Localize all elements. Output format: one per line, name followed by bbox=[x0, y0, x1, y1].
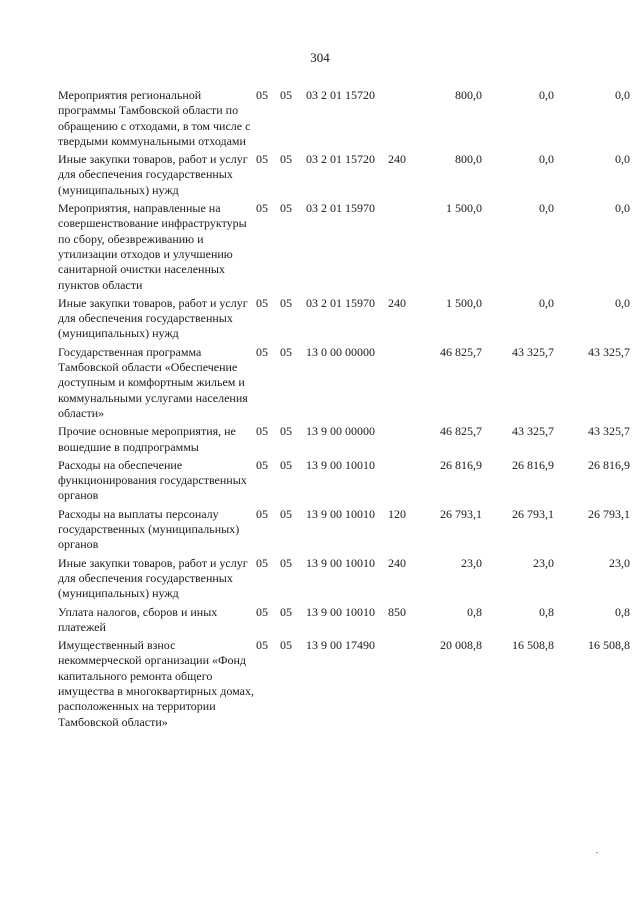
row-value-3: 16 508,8 bbox=[588, 638, 630, 653]
row-value-1: 46 825,7 bbox=[440, 424, 482, 439]
row-value-1: 1 500,0 bbox=[446, 295, 482, 310]
row-value-3: 0,0 bbox=[615, 152, 630, 167]
row-name: Государственная программа Тамбовской области «Обеспечение доступным и комфортным жильем и коммунальными услугами населения области» bbox=[58, 344, 248, 420]
row-value-2: 0,0 bbox=[539, 201, 554, 216]
table-row bbox=[58, 88, 630, 152]
row-expense-type bbox=[386, 458, 410, 507]
row-value-3: 26 793,1 bbox=[588, 506, 630, 521]
row-section: 05 bbox=[256, 424, 268, 439]
row-value-3: 43 325,7 bbox=[588, 344, 630, 359]
page-number: 304 bbox=[310, 50, 330, 65]
row-name: Расходы на обеспечение функционирования государственных органов bbox=[58, 457, 247, 503]
row-section: 05 bbox=[256, 506, 268, 521]
row-expense-type: 850 bbox=[388, 604, 406, 619]
row-value-2: 0,0 bbox=[539, 152, 554, 167]
row-section: 05 bbox=[256, 152, 268, 167]
row-expense-type bbox=[386, 345, 410, 424]
row-subsection: 05 bbox=[280, 604, 292, 619]
row-subsection: 05 bbox=[280, 506, 292, 521]
row-expense-type bbox=[386, 638, 410, 733]
row-target-code: 13 9 00 10010 bbox=[306, 457, 375, 472]
table-row bbox=[58, 424, 630, 458]
row-value-3: 26 816,9 bbox=[588, 457, 630, 472]
row-target-code: 03 2 01 15720 bbox=[306, 88, 375, 102]
row-name: Уплата налогов, сборов и иных платежей bbox=[58, 604, 218, 634]
scan-speck bbox=[596, 852, 598, 853]
row-value-2: 43 325,7 bbox=[512, 424, 554, 439]
row-value-1: 46 825,7 bbox=[440, 344, 482, 359]
row-expense-type: 120 bbox=[388, 506, 406, 521]
row-section: 05 bbox=[256, 604, 268, 619]
row-expense-type bbox=[386, 424, 410, 458]
row-target-code: 13 9 00 10010 bbox=[306, 604, 375, 619]
row-value-1: 0,8 bbox=[467, 604, 482, 619]
row-expense-type bbox=[386, 88, 410, 152]
row-subsection: 05 bbox=[280, 201, 292, 216]
table-row bbox=[58, 605, 630, 639]
table-row bbox=[58, 458, 630, 507]
row-subsection: 05 bbox=[280, 344, 292, 359]
row-name: Иные закупки товаров, работ и услуг для обеспечения государственных (муниципальных) нужд bbox=[58, 152, 248, 197]
budget-table bbox=[58, 88, 630, 733]
row-target-code: 03 2 01 15720 bbox=[306, 152, 375, 167]
row-value-2: 0,8 bbox=[539, 604, 554, 619]
row-section: 05 bbox=[256, 344, 268, 359]
row-value-1: 800,0 bbox=[455, 88, 482, 102]
row-target-code: 13 0 00 00000 bbox=[306, 344, 375, 359]
row-section: 05 bbox=[256, 295, 268, 310]
row-subsection: 05 bbox=[280, 555, 292, 570]
row-section: 05 bbox=[256, 457, 268, 472]
row-subsection: 05 bbox=[280, 295, 292, 310]
row-value-1: 26 793,1 bbox=[440, 506, 482, 521]
row-name: Имущественный взнос некоммерческой организации «Фонд капитального ремонта общего имущества в многоквартирных домах, расположенных на территории Тамбовской области» bbox=[58, 638, 254, 729]
table-row bbox=[58, 296, 630, 345]
row-subsection: 05 bbox=[280, 457, 292, 472]
row-value-2: 23,0 bbox=[533, 555, 554, 570]
row-target-code: 13 9 00 00000 bbox=[306, 424, 375, 439]
row-section: 05 bbox=[256, 88, 268, 102]
row-value-3: 0,8 bbox=[615, 604, 630, 619]
row-section: 05 bbox=[256, 638, 268, 653]
table-row bbox=[58, 638, 630, 733]
row-value-2: 43 325,7 bbox=[512, 344, 554, 359]
row-value-2: 0,0 bbox=[539, 295, 554, 310]
row-name: Расходы на выплаты персоналу государственных (муниципальных) органов bbox=[58, 506, 240, 552]
row-name: Мероприятия, направленные на совершенствование инфраструктуры по сбору, обезвреживанию и утилизации отходов и улучшению санитарной очистки населенных пунктов области bbox=[58, 201, 247, 292]
table-row bbox=[58, 556, 630, 605]
row-target-code: 03 2 01 15970 bbox=[306, 201, 375, 216]
row-expense-type: 240 bbox=[388, 295, 406, 310]
table-row bbox=[58, 201, 630, 296]
row-name: Мероприятия региональной программы Тамбовской области по обращению с отходами, в том числе с твердыми коммунальными отходами bbox=[58, 88, 251, 148]
row-value-3: 43 325,7 bbox=[588, 424, 630, 439]
row-value-1: 800,0 bbox=[455, 152, 482, 167]
table-row bbox=[58, 152, 630, 201]
table-row bbox=[58, 507, 630, 556]
row-value-2: 26 816,9 bbox=[512, 457, 554, 472]
row-value-1: 1 500,0 bbox=[446, 201, 482, 216]
row-value-3: 0,0 bbox=[615, 201, 630, 216]
row-value-1: 23,0 bbox=[461, 555, 482, 570]
row-value-1: 20 008,8 bbox=[440, 638, 482, 653]
row-subsection: 05 bbox=[280, 638, 292, 653]
row-value-2: 0,0 bbox=[539, 88, 554, 102]
row-value-2: 16 508,8 bbox=[512, 638, 554, 653]
row-name: Иные закупки товаров, работ и услуг для обеспечения государственных (муниципальных) нужд bbox=[58, 555, 248, 601]
row-subsection: 05 bbox=[280, 152, 292, 167]
table-row bbox=[58, 345, 630, 424]
row-target-code: 13 9 00 17490 bbox=[306, 638, 375, 653]
row-subsection: 05 bbox=[280, 88, 292, 102]
row-expense-type: 240 bbox=[388, 555, 406, 570]
row-target-code: 13 9 00 10010 bbox=[306, 555, 375, 570]
row-value-3: 0,0 bbox=[615, 88, 630, 102]
row-value-2: 26 793,1 bbox=[512, 506, 554, 521]
row-section: 05 bbox=[256, 555, 268, 570]
row-expense-type bbox=[386, 201, 410, 296]
row-value-3: 23,0 bbox=[609, 555, 630, 570]
row-target-code: 13 9 00 10010 bbox=[306, 506, 375, 521]
row-expense-type: 240 bbox=[388, 152, 406, 167]
row-value-1: 26 816,9 bbox=[440, 457, 482, 472]
row-value-3: 0,0 bbox=[615, 295, 630, 310]
row-name: Иные закупки товаров, работ и услуг для обеспечения государственных (муниципальных) нужд bbox=[58, 295, 248, 341]
row-name: Прочие основные мероприятия, не вошедшие в подпрограммы bbox=[58, 424, 236, 454]
row-subsection: 05 bbox=[280, 424, 292, 439]
row-target-code: 03 2 01 15970 bbox=[306, 295, 375, 310]
row-section: 05 bbox=[256, 201, 268, 216]
